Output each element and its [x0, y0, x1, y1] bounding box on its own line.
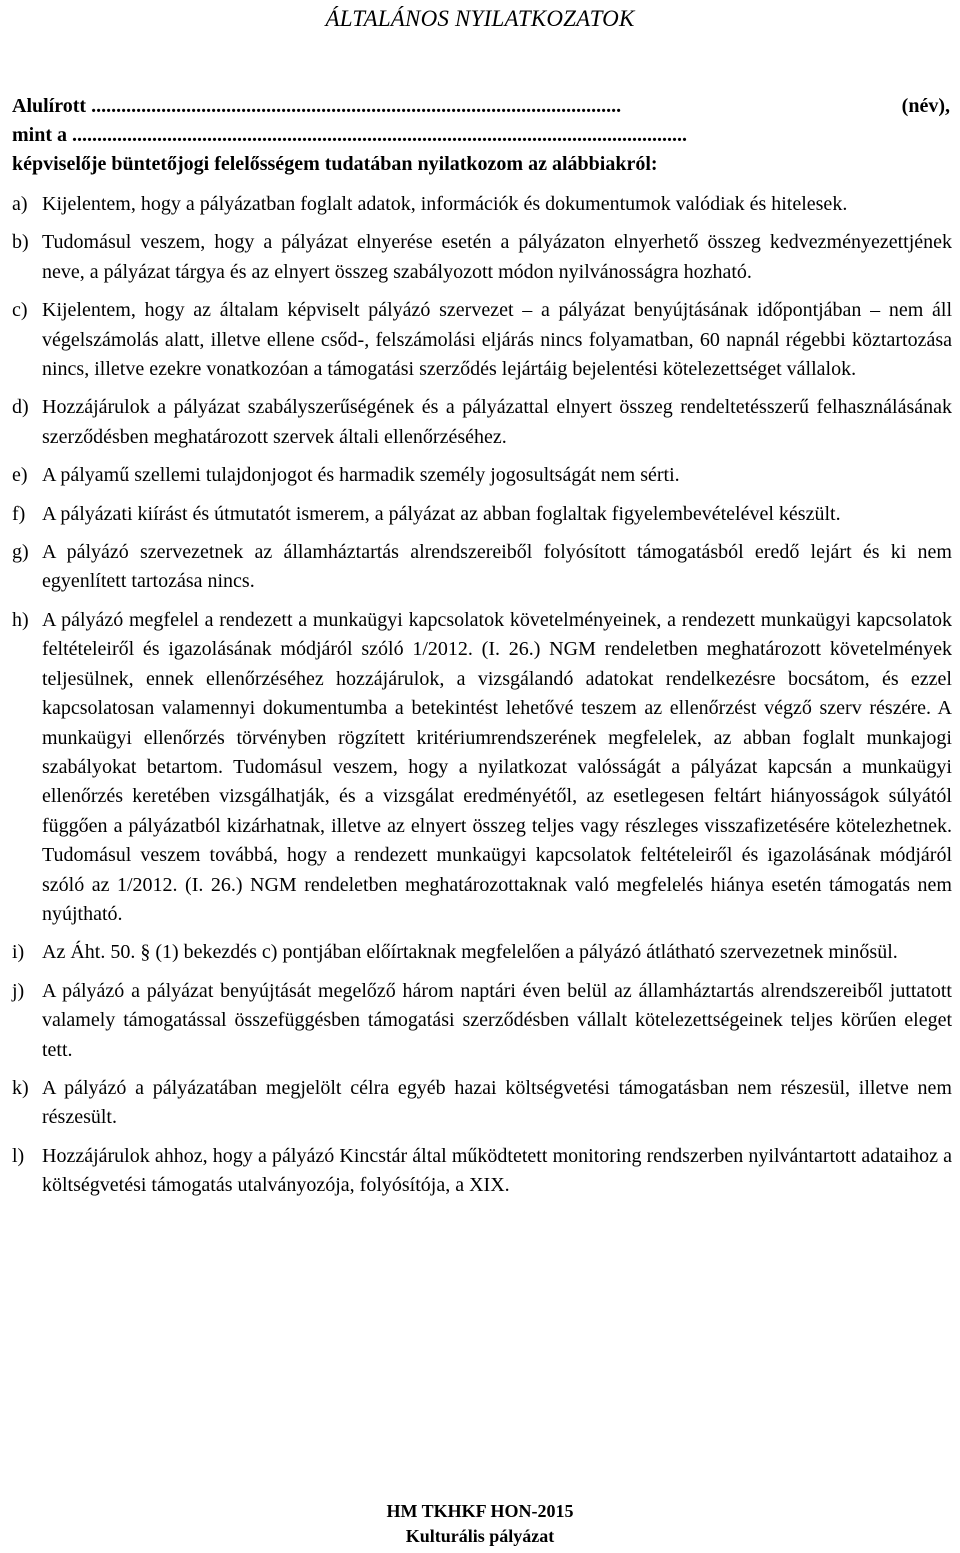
declaration-item	[12, 190, 952, 219]
declaration-letter: j)	[12, 979, 25, 1002]
declaration-letter: c)	[12, 299, 28, 322]
declaration-text: A pályázó megfelel a rendezett a munkaügyi kapcsolatok követelményeinek, a rendezett munkaügyi kapcsolatok feltételeiről és igazolásának módjáról szóló 1/2012. (I. 26.) NGM rendeletben meghatározott követelmények teljesülnek, ennek ellenőrzéséhez hozzájárulok, a vizsgálandó adatokat rendelkezésre bocsátom, és ezzel kapcsolatosan valamennyi dokumentumba a betekintést lehetővé teszem az ellenőrzést végző szerv részére. A munkaügyi ellenőrzés törvényben rögzített kritériumrendszerének megfelelek, az abban foglalt munkajogi szabályokat betartom. Tudomásul veszem, hogy a nyilatkozat valósságát a pályázat kapcsán a munkaügyi ellenőrzés keretében vizsgálhatják, és a vizsgálat eredményétől, az esetlegesen feltárt hiányosságok súlyától függően a pályázatból kizárhatnak, illetve az elnyert összeg teljes vagy részleges visszafizetésére kötelezhetnek. Tudomásul veszem továbbá, hogy a rendezett munkaügyi kapcsolatok feltételeiről és igazolásának módjáról szóló az 1/2012. (I. 26.) NGM rendeletben meghatározottaknak való megfelelés hiánya esetén támogatás nem nyújtható.	[42, 608, 952, 925]
declaration-letter: d)	[12, 396, 29, 419]
declaration-item	[12, 296, 952, 384]
intro-name-label: Alulírott ..........................................................................................................	[12, 95, 622, 117]
declaration-text: A pályázó a pályázatában megjelölt célra egyéb hazai költségvetési támogatásban nem részesül, illetve nem részesült.	[42, 1076, 952, 1129]
declaration-item	[12, 1142, 952, 1201]
declaration-item	[12, 938, 952, 967]
declaration-item	[12, 977, 952, 1065]
declaration-text: A pályázati kiírást és útmutatót ismerem, a pályázat az abban foglaltak figyelembevételével készült.	[42, 502, 841, 525]
declaration-item	[12, 538, 952, 597]
declaration-letter: h)	[12, 608, 29, 631]
declaration-text: Az Áht. 50. § (1) bekezdés c) pontjában előírtaknak megfelelően a pályázó átlátható szervezetnek minősül.	[42, 941, 898, 964]
declaration-text: Hozzájárulok a pályázat szabályszerűségének és a pályázattal elnyert összeg rendeltetésszerű felhasználásának szerződésben meghatározott szervek általi ellenőrzéséhez.	[42, 396, 952, 448]
page-footer	[0, 1499, 960, 1549]
declaration-item	[12, 393, 952, 452]
declaration-item	[12, 1074, 952, 1133]
intro-role-line: mint a ...........................................................................................................................	[12, 124, 687, 146]
declaration-letter: g)	[12, 541, 29, 564]
declaration-text: A pályázó a pályázat benyújtását megelőző három naptári éven belül az államháztartás alrendszereiből juttatott valamely támogatással összefüggésben támogatási szerződésben vállalt kötelezettségeinek teljes körűen eleget tett.	[42, 979, 952, 1061]
declaration-item	[12, 461, 952, 490]
intro-statement-line: képviselője büntetőjogi felelősségem tudatában nyilatkozom az alábbiakról:	[12, 153, 658, 175]
declaration-text: A pályamű szellemi tulajdonjogot és harmadik személy jogosultságát nem sérti.	[42, 464, 680, 487]
declarations-list	[12, 190, 952, 1210]
declaration-letter: e)	[12, 464, 28, 487]
declaration-text: A pályázó szervezetnek az államháztartás alrendszereiből folyósított támogatásból eredő lejárt és ki nem egyenlített tartozása nincs.	[42, 541, 952, 593]
page-title: ÁLTALÁNOS NYILATKOZATOK	[325, 6, 635, 31]
declaration-text: Tudomásul veszem, hogy a pályázat elnyerése esetén a pályázaton elnyerhető összeg kedvezményezettjének neve, a pályázat tárgya és az elnyert összeg szabályozott módon nyilvánosságra hozható.	[42, 231, 952, 283]
intro-name-line	[12, 92, 950, 121]
intro-block	[12, 92, 950, 179]
declaration-letter: i)	[12, 941, 25, 964]
declaration-text: Hozzájárulok ahhoz, hogy a pályázó Kincstár által működtetett monitoring rendszerben nyilvántartott adataihoz a költségvetési támogatás utalványozója, folyósítója, a XIX.	[42, 1144, 952, 1197]
declaration-item	[12, 500, 952, 529]
declaration-text: Kijelentem, hogy az általam képviselt pályázó szervezet – a pályázat benyújtásának időpontjában – nem áll végelszámolás alatt, illetve ellene csőd-, felszámolási eljárás nincs folyamatban, 60 napnál régebbi köztartozása nincs, illetve ezekre vonatkozóan a támogatási szerződés lejártáig bejelentési kötelezettséget vállalok.	[42, 299, 952, 381]
intro-name-suffix: (név),	[901, 95, 950, 117]
footer-subtitle: Kulturális pályázat	[405, 1526, 555, 1546]
declaration-text: Kijelentem, hogy a pályázatban foglalt adatok, információk és dokumentumok valódiak és hitelesek.	[42, 193, 848, 215]
declaration-item	[12, 606, 952, 929]
declaration-letter: b)	[12, 231, 29, 254]
declaration-letter: a)	[12, 193, 28, 215]
declaration-letter: l)	[12, 1144, 25, 1167]
declaration-item	[12, 228, 952, 287]
footer-code: HM TKHKF HON-2015	[386, 1501, 574, 1521]
declaration-letter: k)	[12, 1076, 29, 1099]
declaration-letter: f)	[12, 502, 26, 525]
